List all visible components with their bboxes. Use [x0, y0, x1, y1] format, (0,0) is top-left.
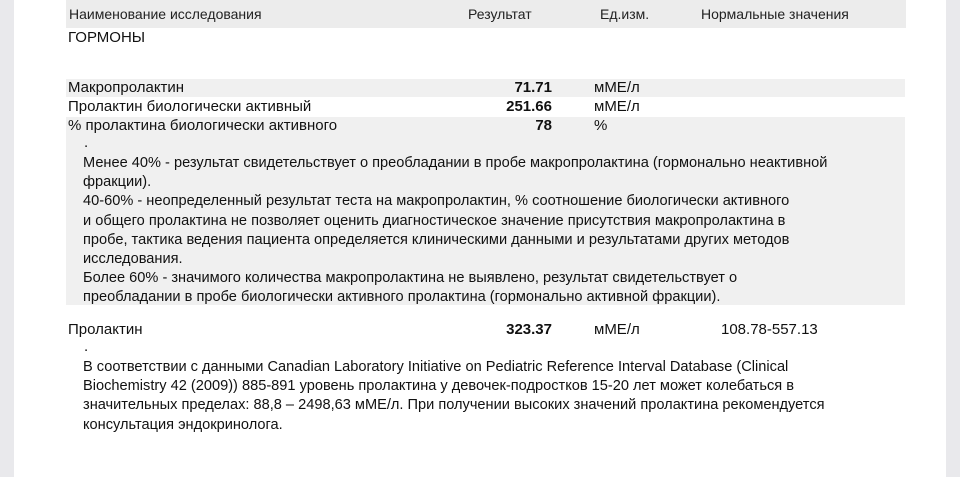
- note-dot: .: [84, 338, 89, 355]
- note-line: преобладании в пробе биологически активного пролактина (гормонально активной фракции).: [83, 289, 721, 306]
- row-result: 78: [535, 117, 552, 134]
- note-line: Biochemistry 42 (2009)) 885-891 уровень пролактина у девочек-подростков 15-20 лет может колебаться в: [83, 378, 794, 395]
- row-band: [66, 79, 905, 97]
- section-title: ГОРМОНЫ: [68, 29, 146, 46]
- row-name: Макропролактин: [68, 79, 185, 96]
- lab-report-sheet: [14, 0, 946, 477]
- note-line: и общего пролактина не позволяет оценить диагностическое значение присутствия макропролактина в: [83, 212, 786, 229]
- row-name: Пролактин биологически активный: [68, 98, 312, 115]
- row-unit: мМЕ/л: [594, 98, 640, 115]
- note-line: 40-60% - неопределенный результат теста на макропролактин, % соотношение биологически активного: [83, 193, 790, 210]
- note-line: значительных пределах: 88,8 – 2498,63 мМЕ/л. При получении высоких значений пролактина рекомендуется: [83, 397, 825, 414]
- note-line: фракции).: [83, 174, 152, 191]
- note-line: консультация эндокринолога.: [83, 416, 283, 433]
- note-line: пробе, тактика ведения пациента определяется клиническими данными и результатами других методов: [83, 231, 790, 248]
- row-name: Пролактин: [68, 321, 143, 338]
- row-result: 71.71: [514, 79, 552, 96]
- header-result: Результат: [468, 6, 532, 22]
- note-line: Более 60% - значимого количества макропролактина не выявлено, результат свидетельствует о: [83, 270, 738, 287]
- note-line: В соответствии с данными Canadian Laboratory Initiative on Pediatric Reference Interval Database (Clinical: [83, 359, 789, 375]
- note-line: исследования.: [83, 251, 183, 268]
- row-result: 323.37: [506, 321, 552, 338]
- header-norm: Нормальные значения: [701, 6, 849, 22]
- row-unit: %: [594, 117, 608, 134]
- row-result: 251.66: [506, 98, 552, 115]
- row-norm: 108.78-557.13: [721, 321, 818, 338]
- row-unit: мМЕ/л: [594, 321, 640, 338]
- row-name: % пролактина биологически активного: [68, 117, 338, 134]
- header-name: Наименование исследования: [69, 6, 262, 22]
- reference-note: [83, 358, 825, 435]
- note-line: Менее 40% - результат свидетельствует о преобладании в пробе макропролактина (гормонально неактивной: [83, 155, 828, 171]
- header-unit: Ед.изм.: [600, 6, 650, 22]
- note-dot: .: [84, 134, 89, 151]
- interpretation-note: [83, 154, 827, 308]
- row-unit: мМЕ/л: [594, 79, 640, 96]
